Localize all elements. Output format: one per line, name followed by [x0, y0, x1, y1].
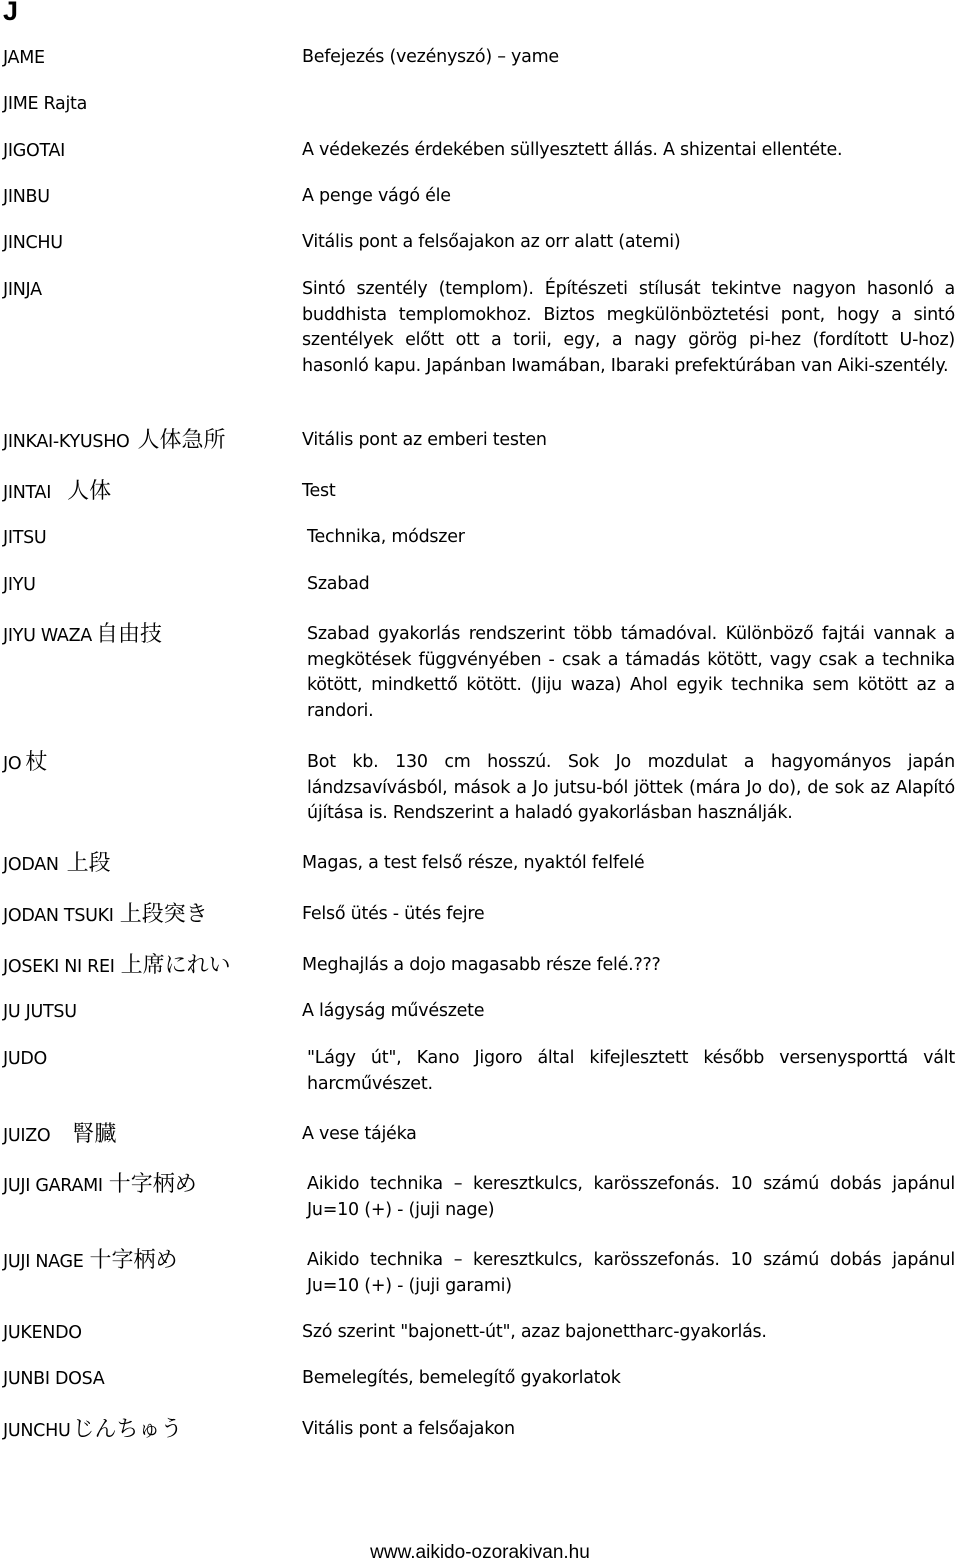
definition-jodan-tsuki: Felső ütés - ütés fejre — [302, 904, 485, 924]
term-kanji: 杖 — [25, 750, 48, 775]
definition-juji-garami: Aikido technika – keresztkulcs, karösszefonás. 10 számú dobás japánul Ju=10 (+) - (juji nage) — [307, 1174, 955, 1220]
term-label: JUNBI DOSA — [3, 1369, 105, 1389]
definition-jitsu: Technika, módszer — [307, 527, 465, 547]
definition-jiyu: Szabad — [307, 574, 370, 594]
term-label: JUJI NAGE — [3, 1252, 84, 1272]
definition-jintai: Test — [302, 481, 336, 501]
term-ju-jutsu — [3, 999, 77, 1025]
term-jinkai-kyusho — [3, 428, 226, 455]
term-jinja — [3, 277, 42, 303]
term-label: JUNCHU — [3, 1421, 71, 1441]
definition-jo: Bot kb. 130 cm hosszú. Sok Jo mozdulat a hagyományos japán lándzsavívásból, mások a Jo jutsu-ból jöttek (mára Jo do), de sok az Alapító újítása is. Rendszerint a haladó gyakorlásban használják. — [307, 752, 955, 823]
term-kanji: 自由技 — [95, 622, 162, 647]
term-kanji: じんちゅう — [72, 1417, 183, 1442]
term-label: JU JUTSU — [3, 1002, 77, 1022]
term-jintai — [3, 479, 111, 506]
term-kanji: 十字柄め — [108, 1172, 197, 1197]
term-label: JITSU — [3, 528, 47, 548]
term-label: JUDO — [3, 1049, 48, 1069]
term-label: JIYU WAZA — [3, 626, 92, 646]
term-joseki-ni-rei — [3, 953, 231, 980]
term-kanji: 人体急所 — [137, 428, 226, 453]
term-jukendo — [3, 1320, 82, 1346]
term-jo — [3, 750, 47, 777]
term-kanji: 上席にれい — [120, 953, 231, 978]
term-label: JIME Rajta — [3, 94, 87, 114]
term-jodan — [3, 851, 111, 878]
definition-judo: "Lágy út", Kano Jigoro által kifejlesztett később versenysporttá vált harcművészet. — [307, 1048, 955, 1094]
term-jitsu — [3, 525, 46, 551]
term-kanji: 腎臓 — [72, 1122, 117, 1147]
footer-url: www.aikido-ozorakivan.hu — [370, 1542, 590, 1563]
term-label: JAME — [3, 48, 45, 68]
term-junbi-dosa — [3, 1366, 104, 1392]
term-juji-nage — [3, 1248, 178, 1275]
definition-juji-nage: Aikido technika – keresztkulcs, karösszefonás. 10 számú dobás japánul Ju=10 (+) - (juji garami) — [307, 1250, 955, 1296]
term-judo — [3, 1046, 47, 1072]
term-jigotai — [3, 138, 65, 164]
term-jime-rajta — [3, 91, 87, 117]
definition-jame: Befejezés (vezényszó) – yame — [302, 47, 559, 67]
term-kanji: 上段 — [66, 851, 111, 876]
term-jinchu — [3, 230, 63, 256]
term-jinbu — [3, 184, 50, 210]
definition-junbi-dosa: Bemelegítés, bemelegítő gyakorlatok — [302, 1368, 621, 1388]
term-jame — [3, 45, 45, 71]
definition-jigotai: A védekezés érdekében süllyesztett állás. A shizentai ellentéte. — [302, 140, 843, 160]
term-kanji: 上段突き — [119, 902, 208, 927]
definition-junchu: Vitális pont a felsőajakon — [302, 1419, 515, 1439]
definition-jinja: Sintó szentély (templom). Építészeti stílusát tekintve nagyon hasonló a buddhista templomokhoz. Biztos megkülönböztetési pont, hogy a sintó szentélyek előtt ott a torii, egy, a nagy görög pi-hez (fordított U-hoz) hasonló kapu. Japánban Iwamában, Ibaraki prefektúrában van Aiki-szentély. — [302, 279, 955, 376]
definition-jukendo: Szó szerint "bajonett-út", azaz bajonettharc-gyakorlás. — [302, 1322, 767, 1342]
section-letter: J — [3, 0, 19, 26]
term-label: JINCHU — [3, 233, 63, 253]
definition-jinchu: Vitális pont a felsőajakon az orr alatt (atemi) — [302, 232, 681, 252]
definition-joseki-ni-rei: Meghajlás a dojo magasabb része felé.??? — [302, 955, 661, 975]
term-label: JUJI GARAMI — [3, 1176, 103, 1196]
term-label: JINBU — [3, 187, 50, 207]
term-label: JIYU — [3, 575, 36, 595]
definition-jinbu: A penge vágó éle — [302, 186, 451, 206]
term-label: JINJA — [3, 280, 42, 300]
term-juji-garami — [3, 1172, 197, 1199]
term-label: JUKENDO — [3, 1323, 82, 1343]
term-label: JOSEKI NI REI — [3, 957, 115, 977]
term-label: JUIZO — [3, 1126, 51, 1146]
term-label: JINKAI-KYUSHO — [3, 432, 130, 452]
term-kanji: 十字柄め — [89, 1248, 178, 1273]
term-label: JO — [3, 754, 22, 774]
term-label: JODAN TSUKI — [3, 906, 114, 926]
term-junchu — [3, 1417, 182, 1444]
definition-jiyu-waza: Szabad gyakorlás rendszerint több támadóval. Különböző fajtái vannak a megkötések függvényében - csak a támadás kötött, vagy csak a technika kötött, mindkettő kötött. (Jiju waza) Ahol egyik technika sem kötött az a randori. — [307, 624, 955, 721]
term-jiyu — [3, 572, 36, 598]
definition-jodan: Magas, a test felső része, nyaktól felfelé — [302, 853, 645, 873]
definition-juizo: A vese tájéka — [302, 1124, 417, 1144]
term-kanji: 人体 — [67, 479, 112, 504]
term-label: JODAN — [3, 855, 59, 875]
term-label: JIGOTAI — [3, 141, 66, 161]
term-jiyu-waza — [3, 622, 162, 649]
term-juizo — [3, 1122, 116, 1149]
definition-jinkai-kyusho: Vitális pont az emberi testen — [302, 430, 547, 450]
term-label: JINTAI — [3, 483, 52, 503]
definition-ju-jutsu: A lágyság művészete — [302, 1001, 485, 1021]
term-jodan-tsuki — [3, 902, 208, 929]
